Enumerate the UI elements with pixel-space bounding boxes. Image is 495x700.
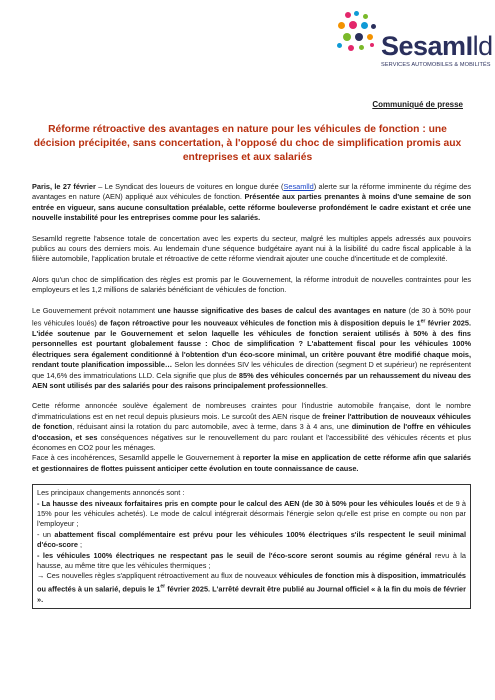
sesamlld-link[interactable]: Sesamlld	[283, 182, 314, 191]
paragraph-concertation: Sesamlld regrette l'absence totale de concertation avec les experts du secteur, malgré les multiples appels adressés aux pouvoirs publics au cours des derniers mois. Au lendemain d'une séquence budgétaire ayant nui à la lisibilité du cadre fiscal applicable à la filière automobile, l'application brutale et rétroactive de cette réforme viendrait ajouter une couche d'incertitude et de complexité.	[32, 233, 471, 264]
paragraph-industrie: Cette réforme annoncée soulève également de nombreuses craintes pour l'industrie automobile française, dont le nombre d'immatriculations est en net recul depuis plusieurs mois. Le surcoût des AEN risque de freiner l'attribution de nouveaux véhicules de fonction, réduisant ainsi la rotation du parc automobile, avec à terme, dans 3 à 4 ans, une diminution de l'offre en véhicules d'occasion, et ses conséquences négatives sur le renouvellement du parc roulant et l'accessibilité des véhicules récents et plus économes en CO2 pour les ménages. Face à ces incohérences, Sesamlld appelle le Gouvernement à reporter la mise en application de cette réforme afin que salariés et gestionnaires de flottes puissent anticiper cette évolution en toute connaissance de cause.	[32, 401, 471, 473]
logo-dots-icon	[335, 10, 379, 60]
change-item-2: - un abattement fiscal complémentaire est prévu pour les véhicules 100% électriques s'ils respectent le seuil minimal d'éco-score ;	[37, 529, 466, 550]
change-item-1: - La hausse des niveaux forfaitaires pris en compte pour le calcul des AEN (de 30 à 50% pour les véhicules loués et de 9 à 15% pour les véhicules achetés). Le mode de calcul intégrerait désormais l'énergie selon qu'elle est prise en compte ou non par l'employeur ;	[37, 498, 466, 529]
document-body	[32, 182, 471, 609]
page-title: Réforme rétroactive des avantages en nature pour les véhicules de fonction : une décision précipitée, sans concertation, à l'opposé du choc de simplification promis aux entreprises et aux salariés	[33, 124, 462, 163]
change-item-3: - les véhicules 100% électriques ne respectant pas le seuil de l'éco-score seront soumis au régime général revu à la hausse, au même titre que les véhicules thermiques ;	[37, 550, 466, 571]
change-item-4: → Ces nouvelles règles s'appliquent rétroactivement au flux de nouveaux véhicules de fonction mis à disposition, immatriculés ou affectés à un salarié, depuis le 1er février 2025. L'arrêté devrait être publié au Journal officiel « à la fin du mois de février ».	[37, 571, 466, 604]
brand-tagline: SERVICES AUTOMOBILES & MOBILITÉS	[381, 62, 491, 68]
paragraph-intro: Paris, le 27 février – Le Syndicat des loueurs de voitures en longue durée (Sesamlld) alerte sur la réforme imminente du régime des avantages en nature (AEN) appliqué aux véhicules de fonction. Présentée aux parties prenantes à moins d'une semaine de son entrée en vigueur, sans aucune consultation préalable, cette réforme bouleverse profondément le cadre existant et crée une nouvelle instabilité pour les entreprises comme pour les salariés.	[32, 182, 471, 223]
sesamlld-logo	[335, 10, 493, 78]
changes-box	[32, 484, 471, 609]
brand-name: SesamIld	[381, 31, 493, 61]
paragraph-gouvernement: Le Gouvernement prévoit notamment une hausse significative des bases de calcul des avantages en nature (de 30 à 50% pour les véhicules loués) de façon rétroactive pour les nouveaux véhicules de fonction mis à disposition depuis le 1er février 2025. L'idée soutenue par le Gouvernement et selon laquelle les véhicules de fonction seraient utilisés à 50% à des fins personnelles est pourtant globalement fausse : Choc de simplification ? L'abattement fiscal pour les véhicules 100% électriques sera également conditionné à l'obtention d'un éco-score minimal, un critère pouvant être modifié chaque mois, rendant toute planification impossible… Selon les données SIV les véhicules de direction (segment D et supérieur) ne représentent que 14,6% des immatriculations LLD. Cela signifie que plus de 85% des véhicules concernés par un rehaussement du niveau des AEN sont utilisés par des salariés pour des raisons principalement professionnelles.	[32, 305, 472, 390]
dateline: Paris, le 27 février	[32, 182, 96, 191]
press-release-label: Communiqué de presse	[372, 100, 463, 109]
paragraph-simplification: Alors qu'un choc de simplification des règles est promis par le Gouvernement, la réforme introduit de nouvelles contraintes pour les employeurs et les 1,2 millions de salariés bénéficiant de véhicules de fonction.	[32, 274, 471, 295]
changes-intro: Les principaux changements annoncés sont :	[37, 488, 185, 498]
